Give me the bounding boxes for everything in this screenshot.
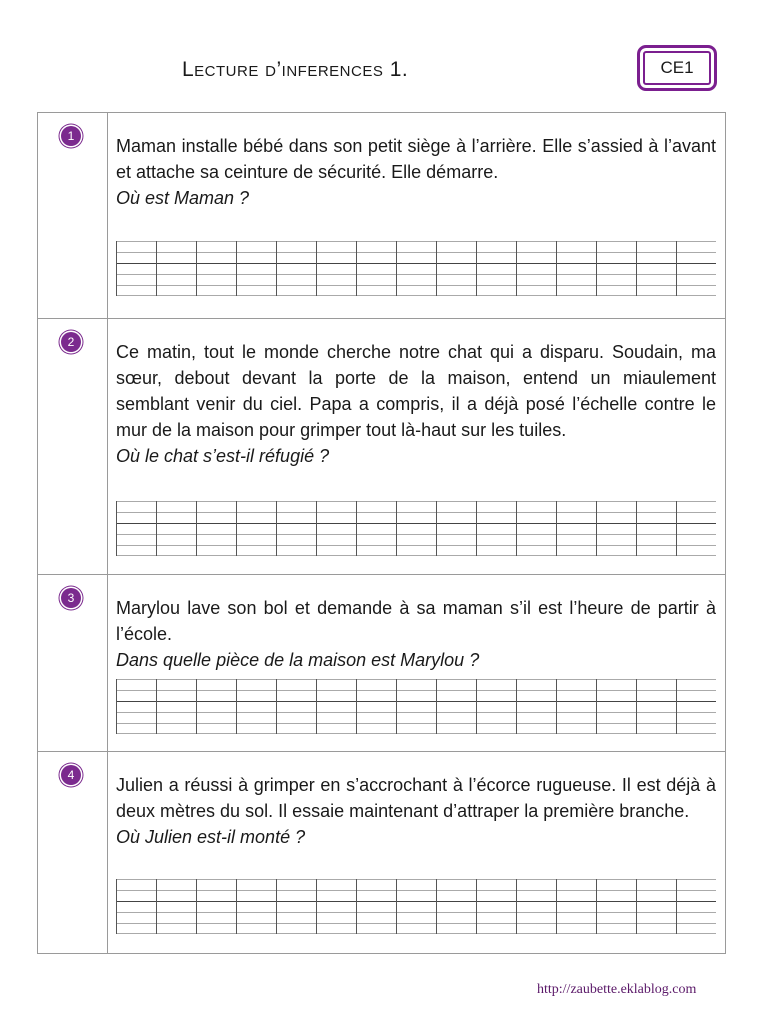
answer-writing-lines[interactable] [116,241,716,296]
exercise-text: Maman installe bébé dans son petit siège à l’arrière. Elle s’assied à l’avant et attache sa ceinture de sécurité. Elle démarre. [116,136,716,182]
number-column [38,319,108,575]
exercise-row-1 [38,113,725,318]
level-badge: CE1 [637,45,717,91]
exercise-text-block [116,339,716,469]
exercise-text: Ce matin, tout le monde cherche notre chat qui a disparu. Soudain, ma sœur, debout devant la porte de la maison, entend un miaulement semblant venir du ciel. Papa a compris, il a déjà posé l’échelle contre le mur de la maison pour grimper tout là-haut sur les tuiles. [116,342,716,440]
exercise-row-2 [38,318,725,575]
exercise-question: Dans quelle pièce de la maison est Marylou ? [116,650,480,670]
exercise-number-badge: 3 [61,588,81,608]
exercise-number-badge: 2 [61,332,81,352]
answer-writing-lines[interactable] [116,501,716,556]
exercise-number-badge: 1 [61,126,81,146]
footer-url[interactable]: http://zaubette.eklablog.com [537,982,697,997]
exercise-row-3 [38,574,725,752]
exercise-text: Marylou lave son bol et demande à sa maman s’il est l’heure de partir à l’école. [116,598,716,644]
answer-writing-lines[interactable] [116,879,716,934]
number-column [38,113,108,318]
exercise-text-block [116,772,716,850]
number-column [38,752,108,954]
exercise-text-block [116,133,716,211]
answer-writing-lines[interactable] [116,679,716,734]
exercise-text: Julien a réussi à grimper en s’accrochant à l’écorce rugueuse. Il est déjà à deux mètres du sol. Il essaie maintenant d’attraper la première branche. [116,775,716,821]
number-column [38,575,108,752]
exercise-sheet [37,112,726,954]
exercise-question: Où le chat s’est-il réfugié ? [116,446,330,466]
exercise-row-4 [38,751,725,954]
exercise-number-badge: 4 [61,765,81,785]
exercise-text-block [116,595,716,673]
exercise-question: Où Julien est-il monté ? [116,827,306,847]
page-title: Lecture d’inferences 1. [182,58,409,81]
exercise-question: Où est Maman ? [116,188,250,208]
